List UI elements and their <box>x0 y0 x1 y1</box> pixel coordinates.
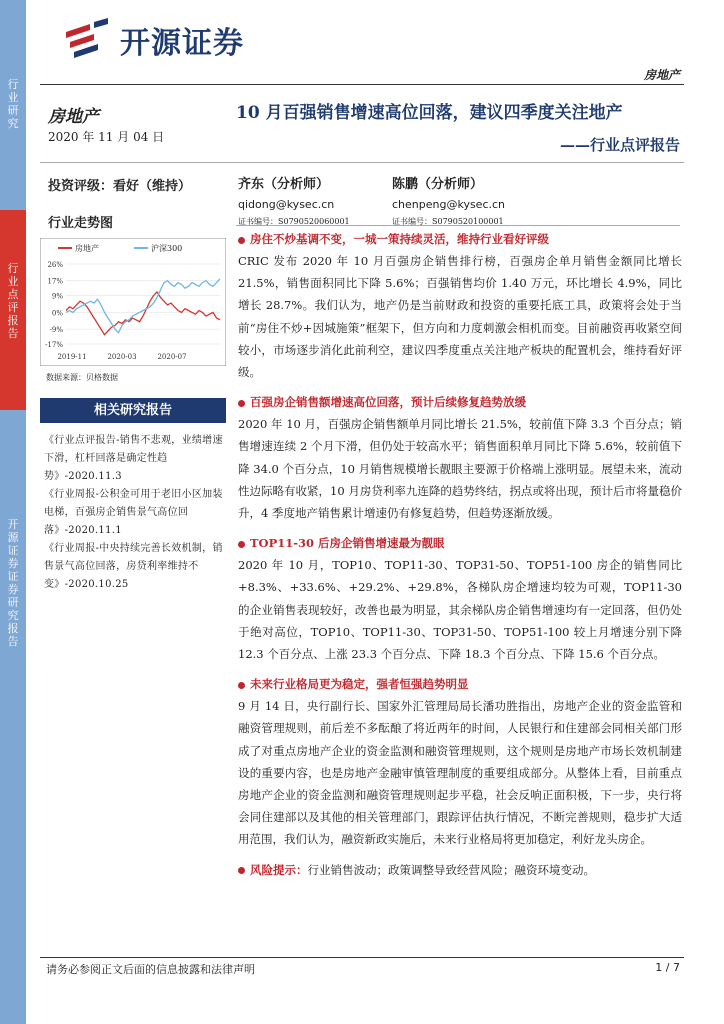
section-body: 2020 年 10 月，百强房企销售额单月同比增长 21.5%，较前值下降 3.3 个百分点；销售增速连续 2 个月下滑，但仍处于较高水平；销售面积单月同比下降 5.6%，较前值下降 34.0 个百分点，10 月销售规模增长靓眼主要源于价格端上涨明显。展望未来，流动性边际略有收紧，10 月房贷利率九连降的趋势终结，拐点或将出现，预计后市将量稳价升，4 季度地产销售累计增速仍有修复趋势，但趋势逐渐放缓。 <box>238 417 682 521</box>
related-report-item[interactable]: 《行业周报-中央持续完善长效机制，销售景气高位回落，房贷利率维持不变》-2020.10.25 <box>44 543 223 590</box>
section-heading: 房住不炒基调不变，一城一策持续灵活，维持行业看好评级 <box>238 228 682 250</box>
related-report-item[interactable]: 《行业周报-公积金可用于老旧小区加装电梯，百强房企销售景气高位回落》-2020.11.1 <box>44 489 223 536</box>
analyst-cert: 证书编号：S0790520100001 <box>392 217 504 226</box>
sidebar-label-bottom: 开源证券证券研究报告 <box>7 518 19 648</box>
analyst-email: qidong@kysec.cn <box>238 198 335 211</box>
series-line <box>66 292 220 335</box>
chart-source: 数据来源：贝格数据 <box>46 373 118 382</box>
sidebar-label-top: 行业研究 <box>7 78 19 130</box>
analyst-divider <box>236 225 680 226</box>
footer-divider <box>40 957 684 958</box>
investment-rating: 投资评级：看好（维持） <box>48 179 192 194</box>
series-line <box>66 279 220 333</box>
analyst-card <box>392 173 505 227</box>
analyst-cert: 证书编号：S0790520060001 <box>238 217 350 226</box>
x-tick-label: 2020-03 <box>107 353 137 361</box>
section-body: 2020 年 10 月，TOP10、TOP11-30、TOP31-50、TOP51-100 房企的销售同比+8.3%、+33.6%、+29.2%、+29.8%，各梯队房企增速均较为可观，TOP11-30 的企业销售表现较好，改善也最为明显，其余梯队房企销售增速均有一定回落，但仍处于绝对高位，TOP10、TOP11-30、TOP31-50、TOP51-100 较上月增速分别下降 12.3 个百分点、上涨 23.3 个百分点、下降 18.3 个百分点、下降 15.6 个百分点。 <box>238 558 682 662</box>
analyst-name: 齐东（分析师） <box>238 177 330 192</box>
logo-icon <box>64 18 110 62</box>
section-heading: TOP11-30 后房企销售增速最为靓眼 <box>238 532 682 554</box>
report-title: 10 月百强销售增速高位回落，建议四季度关注地产 <box>236 103 623 123</box>
bullet-icon <box>238 541 245 548</box>
y-tick-label: 9% <box>51 292 63 301</box>
section-body: CRIC 发布 2020 年 10 月百强房企销售排行榜，百强房企单月销售金额同比增长 21.5%，销售面积同比下降 5.6%；百强销售均价 1.40 万元，环比增长 4.9%，同比增长 28.7%。我们认为，地产仍是当前财政和投资的重要托底工具，政策将会处于当前“房住不炒+因城施策”框架下，但方向和力度刺激会相机而变。目前融资再收紧空间较小，市场逐步消化此前利空，建议四季度重点关注地产板块的配置机会，维持看好评级。 <box>238 254 682 380</box>
x-tick-label: 2019-11 <box>57 353 87 361</box>
related-reports-list <box>44 432 224 594</box>
analyst-card <box>238 173 350 227</box>
bullet-icon <box>238 400 245 407</box>
title-divider <box>40 162 684 163</box>
brand-name: 开源证券 <box>120 26 244 61</box>
related-report-item[interactable]: 《行业点评报告-销售不悲观，业绩增速下滑，杠杆回落是确定性趋势》-2020.11.3 <box>44 435 223 482</box>
header-divider <box>40 84 684 85</box>
page-number: 1 / 7 <box>655 961 680 974</box>
header-tag: 房地产 <box>643 68 680 82</box>
report-date: 2020 年 11 月 04 日 <box>48 130 165 144</box>
trend-chart <box>40 238 226 366</box>
trend-chart-title: 行业走势图 <box>48 216 114 231</box>
footer-disclaimer: 请务必参阅正文后面的信息披露和法律声明 <box>46 963 255 976</box>
y-tick-label: -9% <box>49 326 63 335</box>
bullet-icon <box>238 682 245 689</box>
y-tick-label: 26% <box>47 261 63 269</box>
y-tick-label: 0% <box>51 309 63 318</box>
report-subtitle: ——行业点评报告 <box>559 136 680 154</box>
sidebar <box>0 0 26 1024</box>
related-reports-heading: 相关研究报告 <box>40 398 226 423</box>
brand-logo <box>64 18 244 62</box>
analyst-name: 陈鹏（分析师） <box>392 177 484 192</box>
bullet-icon <box>238 867 245 874</box>
x-tick-label: 2020-07 <box>157 353 187 361</box>
section-body: 9 月 14 日，央行副行长、国家外汇管理局局长潘功胜指出，房地产企业的资金监管和融资管理规则，前后差不多酝酿了将近两年的时间，人民银行和住建部会同相关部门形成了对重点房地产企业的资金监测和融资管理规则，这个规则是房地产市场长效机制建设的重要内容，也是房地产金融审慎管理制度的重要组成部分。从整体上看，目前重点房地产企业的资金监测和融资管理规则起步平稳，社会反响正面积极，下一步，央行将会同住建部以及其他的相关管理部门，跟踪评估执行情况，不断完善规则，稳步扩大适用范围，我们认为，融资新政实施后，未来行业格局将更加稳定，利好龙头房企。 <box>238 699 682 847</box>
legend-label: 沪深300 <box>151 244 183 253</box>
section-heading: 百强房企销售额增速高位回落，预计后续修复趋势放缓 <box>238 391 682 413</box>
y-tick-label: -17% <box>45 341 63 349</box>
section-heading: 未来行业格局更为稳定，强者恒强趋势明显 <box>238 673 682 695</box>
analyst-email: chenpeng@kysec.cn <box>392 198 506 211</box>
sector-name: 房地产 <box>48 107 99 127</box>
report-body <box>238 228 682 881</box>
sidebar-label-middle: 行业点评报告 <box>7 262 19 340</box>
legend-label: 房地产 <box>75 244 99 253</box>
y-tick-label: 17% <box>47 277 63 286</box>
risk-notice: 风险提示：行业销售波动；政策调整导致经营风险；融资环境变动。 <box>238 859 682 881</box>
bullet-icon <box>238 237 245 244</box>
